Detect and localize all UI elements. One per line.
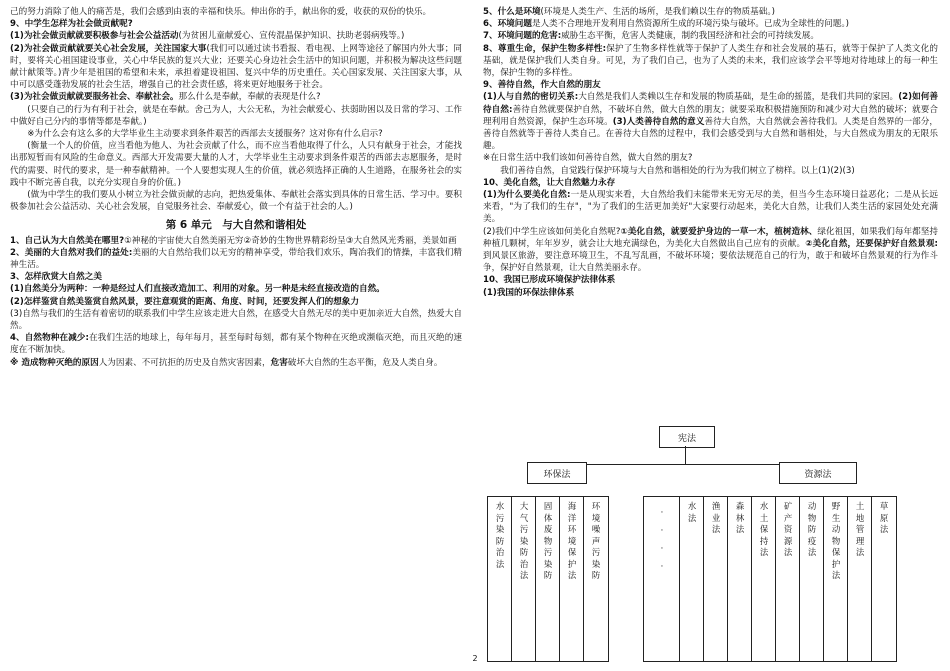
r6-bold: 6、环境问题 xyxy=(483,19,532,30)
u2-bold: 2、美丽的大自然对我们的益处: xyxy=(10,247,133,258)
r10-1-bold: (1)为什么要美化自然: xyxy=(483,190,571,201)
u1-bold: 1、自己认为大自然美在哪里? xyxy=(10,235,125,246)
paragraph-q9-star: ※为什么会有这么多的大学毕业生主动要求到条件艰苦的西部去支援服务？这对你有什么启示? xyxy=(27,129,383,140)
resource-law-text: 草 原 法 xyxy=(879,501,889,534)
paragraph-q9-3-detail: (只要自己的行为有利于社会，就是在奉献。舍己为人，大公无私，为社会献爱心、扶弱助困以及日常的学习、工作中做好自己分内的事情等都是奉献。) xyxy=(10,104,462,127)
r8-text: 保护了生物多样性就等于保护了人类生存和社会发展的基石，就等于保护了人类文化的基础，就是保护我们人类自身。可见，为了我们自己，也为了人类的未来，我们应该学会平等地对待地球上的每一种生物，保护生物的多样性。 xyxy=(483,43,938,79)
r7-bold: 7、环境问题的危害: xyxy=(483,31,562,42)
paragraph-intro: 己的努力消除了他人的痛苦是，我们会感到由衷的幸福和快乐。伸出你的手，献出你的爱，收获的双份的快乐。 xyxy=(10,7,432,17)
r9-2-text: 善待自然就要保护自然，不破坏自然，做大自然的朋友；就要采取积极措施预防和减少对大自然的破坏；就要合理利用自然资源，保护生态环境。 xyxy=(483,104,938,127)
u4-star-text2: 破坏大自然的生态平衡，危及人类自身。 xyxy=(287,357,443,368)
resource-law-cell xyxy=(727,496,752,662)
paragraph-u1 xyxy=(10,235,462,247)
r8-bold: 8、尊重生命，保护生物多样性: xyxy=(483,43,607,54)
resource-law-ellipsis-cell xyxy=(643,496,680,662)
r9-3-text: 善待大自然，大自然就会善待我们。人类是自然界的一部分，善待自然就等于善待人类自己。在善待大自然的过程中，我们会感受到与大自然和谐相处，与大自然成为朋友的无限乐趣。 xyxy=(483,116,938,152)
resource-law-text: 土 地 管 理 法 xyxy=(855,501,865,557)
env-law-text: 固 体 废 物 污 染 防 xyxy=(543,501,553,580)
u4-star-bold2: 危害 xyxy=(270,357,288,368)
r5-bold: 5、什么是环境 xyxy=(483,7,541,17)
heading-r11-1: (1)我国的环保法律体系 xyxy=(483,287,575,298)
env-law-text: 海 洋 环 境 保 护 法 xyxy=(567,501,577,580)
paragraph-u3-2: (2)怎样鉴赏自然美鉴赏自然风景，要注意观赏的距离、角度、时间，还要发挥人们的想象力 xyxy=(10,296,359,307)
ellipsis-dot: · xyxy=(660,507,664,517)
paragraph-u4 xyxy=(10,332,462,356)
right-column xyxy=(483,6,938,299)
unit-title: 第 6 单元 与大自然和谐相处 xyxy=(165,219,307,232)
r10-2-bold1: ①美化自然，就要爱护身边的一草一木，植树造林、 xyxy=(620,226,818,237)
q9-3-text: 那么什么是奉献，奉献的表现是什么? xyxy=(178,92,321,103)
connector-horizontal xyxy=(555,464,817,465)
paragraph-u2 xyxy=(10,247,462,271)
paragraph-r6 xyxy=(483,18,938,30)
paragraph-r8 xyxy=(483,43,938,80)
r5-text: (环境是人类生产、生活的场所，是我们赖以生存的物质基础。) xyxy=(540,7,775,17)
connector-root xyxy=(685,446,686,464)
resource-law-box: 资源法 xyxy=(779,462,857,484)
u4-star-text1: 人为因素、不可抗拒的历史及自然灾害因素， xyxy=(98,357,271,368)
resource-law-text: 渔 业 法 xyxy=(711,501,721,534)
resource-law-text: 森 林 法 xyxy=(735,501,745,534)
env-law-cell xyxy=(487,496,512,662)
resource-law-cell xyxy=(679,496,704,662)
env-law-text: 水 污 染 防 治 法 xyxy=(495,501,505,569)
r10-2-bold2: ②美化自然，还要保护好自然景观: xyxy=(805,238,938,249)
paragraph-r5 xyxy=(483,6,938,18)
u2-text: 美丽的大自然给我们以无穷的精神享受，带给我们欢乐，陶冶我们的情操，丰富我们精神生活。 xyxy=(10,247,462,271)
env-law-cell xyxy=(511,496,536,662)
r9-1-bold: (1)人与自然的密切关系: xyxy=(483,92,579,103)
resource-law-text: 矿 产 资 源 法 xyxy=(783,501,793,557)
heading-r10: 10、美化自然，让大自然魅力永存 xyxy=(483,177,616,188)
r10-1-text: 一是从现实来看，大自然给我们未能带来无穷无尽的美，但当今生态环境日益恶化；二是从长远来看，"为了我们的生存"，"为了我们的生活更加美好"大家要行动起来，美化大自然，让我们人类生活的家园处处充满美。 xyxy=(483,190,938,225)
paragraph-q9-3 xyxy=(10,91,462,103)
env-law-box: 环保法 xyxy=(527,462,587,484)
u1-text: ①神秘的宇宙使大自然美丽无穷②奇妙的生物世界精彩纷呈③大自然风光秀丽，美景如画 xyxy=(124,235,457,246)
paragraph-u3-1: (1)自然美分为两种：一种是经过人们直接改造加工、利用的对象。另一种是未经直接改造的自然。 xyxy=(10,284,385,295)
env-law-text: 环 境 噪 声 污 染 防 xyxy=(591,501,601,580)
page-number: 2 xyxy=(472,654,478,663)
r9-3-bold: (3)人类善待自然的意义 xyxy=(612,116,705,127)
r10-2-question: (2)我们中学生应该如何美化自然呢? xyxy=(483,226,621,237)
resource-law-text: 水 法 xyxy=(687,501,697,523)
env-law-cell xyxy=(559,496,584,662)
u4-bold: 4、自然物种在减少: xyxy=(10,333,89,344)
paragraph-r9-star: ※在日常生活中我们该如何善待自然，做大自然的朋友? xyxy=(483,153,693,164)
paragraph-u3-3: (3)自然与我们的生活有着密切的联系我们中学生应该走进大自然，在感受大自然无尽的美中更加亲近大自然，热爱大自然。 xyxy=(10,308,462,332)
ellipsis-dot: · xyxy=(660,561,664,571)
ellipsis-dot: · xyxy=(660,525,664,535)
resource-law-cell xyxy=(799,496,824,662)
heading-r11: 10、我国已形成环境保护法律体系 xyxy=(483,275,616,286)
env-law-cell xyxy=(583,496,609,662)
r6-text: 是人类不合理地开发利用自然资源所生成的环境污染与破坏。已成为全球性的问题。) xyxy=(531,19,849,30)
paragraph-q9-2 xyxy=(10,43,462,92)
paragraph-q9-1 xyxy=(10,30,462,42)
q9-3-bold: (3)为社会做贡献就要服务社会、奉献社会。 xyxy=(10,92,179,103)
q9-1-text: (为贫困儿童献爱心、宣传混晶保护知识、扶助老弱病残等。) xyxy=(178,31,405,42)
resource-law-text: 水 土 保 持 法 xyxy=(759,501,769,557)
paragraph-q9-example: (做为中学生的我们要从小树立为社会做贡献的志向，把热爱集体、奉献社会落实到具体的日常生活、学习中。要积极参加社会公益活动、关心社会发展，自觉服务社会、奉献爱心，做一个有益于社会的人。) xyxy=(10,190,462,213)
resource-law-cell xyxy=(751,496,776,662)
r10-2-text2: 到风景区旅游，要注意环境卫生，不乱写乱画，不破坏环境；要依法规范自己的行为，敢于和破坏自然景观的行为作斗争，保护好自然景观，让大自然美丽永存。 xyxy=(483,251,938,274)
q9-2-bold1: (2)为社会做贡献就要关心社会发展， xyxy=(10,43,155,54)
left-column xyxy=(10,6,462,369)
paragraph-q9-answer: (衡量一个人的价值，应当看他为他人、为社会贡献了什么，而不应当看他取得了什么，人只有献身于社会，才能找出那短暂而有风险的生命意义。西部大开发需要大量的人才，大学毕业生主动要求到条件艰苦的西部去志愿服务，是时代的需要、时代的要求，是一种奉献精神。一个人要想实现人生的价值，就必须选择正确的人生道路，在服务社会的实践中不断完善自我，以充分实现自身的价值。) xyxy=(10,141,462,188)
r9-2-bold: (2)如何善待自然: xyxy=(483,92,938,115)
heading-r9: 9、善待自然，作大自然的朋友 xyxy=(483,80,601,91)
heading-u3: 3、怎样欣赏大自然之美 xyxy=(10,272,102,283)
resource-law-cell xyxy=(847,496,872,662)
paragraph-r9-star-answer: 我们善待自然，自觉践行保护环境与大自然和谐相处的行为为我们树立了榜样。以上(1)(2)(3) xyxy=(500,165,855,176)
env-law-text: 大 气 污 染 防 治 法 xyxy=(519,501,529,580)
resource-law-cell xyxy=(703,496,728,662)
resource-law-cell xyxy=(871,496,897,662)
paragraph-r10-1 xyxy=(483,189,938,226)
q9-1-bold: (1)为社会做贡献就要积极参与社会公益活动 xyxy=(10,31,179,42)
q9-2-bold2: 关注国家大事 xyxy=(154,43,207,54)
r10-2-text1: 绿化祖国，如果我们每年都坚持种植几颗树，年年岁岁，就会让大地充满绿色，为美化大自然做出自己应有的贡献。 xyxy=(483,226,938,249)
r9-1-text: 大自然是我们人类赖以生存和发展的物质基础，是生命的摇篮，是我们共同的家园。 xyxy=(578,92,899,103)
resource-law-cell xyxy=(775,496,800,662)
constitution-box: 宪法 xyxy=(659,426,715,448)
u4-star-bold: ※ 造成物种灭绝的原因 xyxy=(10,357,99,368)
paragraph-r9-1 xyxy=(483,91,938,152)
heading-q9: 9、中学生怎样为社会做贡献呢? xyxy=(10,19,133,30)
paragraph-u4-star xyxy=(10,357,462,369)
env-law-cell xyxy=(535,496,560,662)
ellipsis-dot: · xyxy=(660,543,664,553)
paragraph-r7 xyxy=(483,30,938,42)
resource-law-text: 动 物 防 疫 法 xyxy=(807,501,817,557)
resource-law-cell xyxy=(823,496,848,662)
q9-2-text: (我们可以通过读书看报、看电视、上网等途径了解国内外大事；同时，要将关心祖国建设事业，关心中华民族的复兴大业；还要关心身边社会生活中的知识问题，并积极为解决这些问题献计献策等。)青少年是祖国的希望和未来，承担着建设祖国、复兴中华的历史重任。关心国家发展、关注国家大事，从中可以感受蓬勃发展的社会生活，增强自己的社会责任感，将来更好地服务于社会。 xyxy=(10,43,462,91)
resource-law-text: 野 生 动 物 保 护 法 xyxy=(831,501,841,580)
u4-text: 在我们生活的地球上，每年每月，甚至每时每刻，都有某个物种在灭绝或濒临灭绝，而且灭绝的速度在不断加快。 xyxy=(10,333,462,356)
paragraph-r10-2 xyxy=(483,226,938,275)
r7-text: 威胁生态平衡，危害人类健康，制约我国经济和社会的可持续发展。 xyxy=(561,31,819,42)
